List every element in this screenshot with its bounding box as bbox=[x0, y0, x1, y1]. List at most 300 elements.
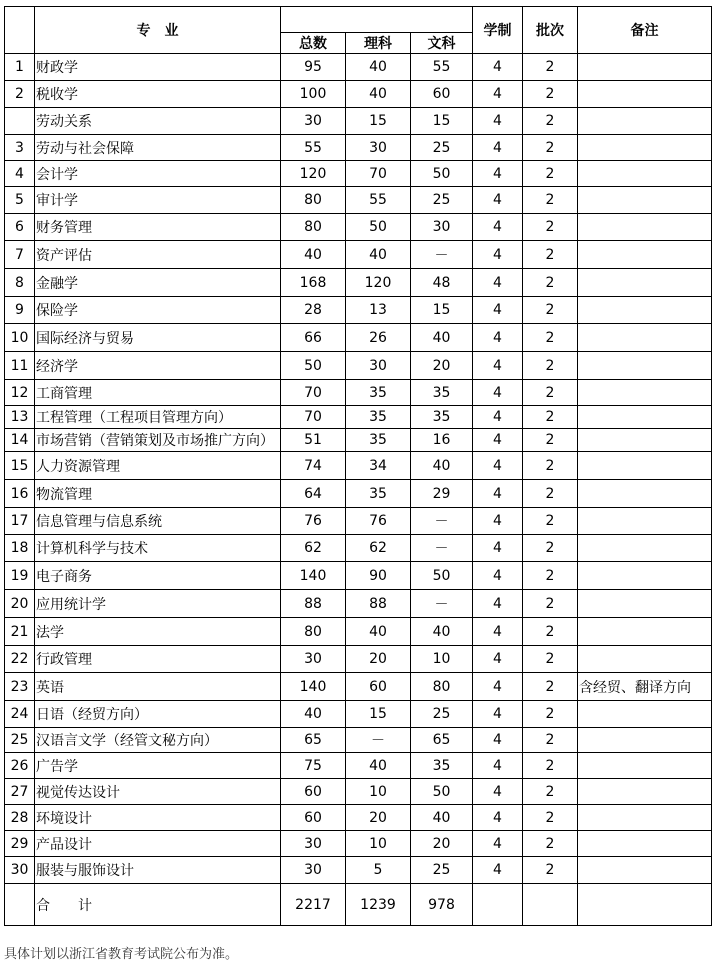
row-duration: 4 bbox=[473, 214, 523, 241]
row-science: 40 bbox=[346, 54, 411, 81]
table-row bbox=[5, 831, 712, 857]
row-batch: 2 bbox=[523, 673, 578, 701]
row-science: 20 bbox=[346, 805, 411, 831]
row-science: 40 bbox=[346, 241, 411, 269]
row-major: 税收学 bbox=[35, 81, 281, 108]
row-total: 75 bbox=[281, 753, 346, 779]
row-liberal: 15 bbox=[411, 297, 473, 324]
row-remark bbox=[578, 135, 712, 161]
row-total: 168 bbox=[281, 269, 346, 297]
row-remark bbox=[578, 535, 712, 562]
table-row bbox=[5, 108, 712, 135]
row-science: 35 bbox=[346, 429, 411, 452]
row-total: 66 bbox=[281, 324, 346, 352]
row-science: 40 bbox=[346, 753, 411, 779]
row-liberal: － bbox=[411, 590, 473, 618]
row-duration: 4 bbox=[473, 618, 523, 646]
row-major: 劳动关系 bbox=[35, 108, 281, 135]
row-batch: 2 bbox=[523, 187, 578, 214]
row-total: 55 bbox=[281, 135, 346, 161]
row-major: 工商管理 bbox=[35, 380, 281, 406]
row-liberal: 16 bbox=[411, 429, 473, 452]
row-science: 30 bbox=[346, 352, 411, 380]
row-liberal: 60 bbox=[411, 81, 473, 108]
row-major: 广告学 bbox=[35, 753, 281, 779]
row-remark bbox=[578, 590, 712, 618]
header-remark: 备注 bbox=[578, 7, 712, 54]
row-number: 17 bbox=[5, 508, 35, 535]
totals-label: 合 计 bbox=[35, 884, 281, 926]
row-remark bbox=[578, 324, 712, 352]
row-liberal: 30 bbox=[411, 214, 473, 241]
row-total: 30 bbox=[281, 831, 346, 857]
row-total: 70 bbox=[281, 406, 346, 429]
row-total: 30 bbox=[281, 857, 346, 884]
row-science: 60 bbox=[346, 673, 411, 701]
row-total: 50 bbox=[281, 352, 346, 380]
totals-remark bbox=[578, 884, 712, 926]
row-major: 产品设计 bbox=[35, 831, 281, 857]
row-major: 计算机科学与技术 bbox=[35, 535, 281, 562]
row-number: 13 bbox=[5, 406, 35, 429]
row-duration: 4 bbox=[473, 701, 523, 728]
totals-duration bbox=[473, 884, 523, 926]
row-major: 市场营销（营销策划及市场推广方向） bbox=[35, 429, 281, 452]
row-liberal: 25 bbox=[411, 701, 473, 728]
row-batch: 2 bbox=[523, 831, 578, 857]
row-liberal: 20 bbox=[411, 831, 473, 857]
row-remark bbox=[578, 480, 712, 508]
row-duration: 4 bbox=[473, 779, 523, 805]
row-major: 金融学 bbox=[35, 269, 281, 297]
row-liberal: 40 bbox=[411, 324, 473, 352]
row-liberal: 50 bbox=[411, 161, 473, 187]
row-remark bbox=[578, 214, 712, 241]
row-number: 10 bbox=[5, 324, 35, 352]
row-major: 行政管理 bbox=[35, 646, 281, 673]
row-total: 80 bbox=[281, 214, 346, 241]
row-major: 日语（经贸方向） bbox=[35, 701, 281, 728]
header-row bbox=[5, 7, 712, 33]
row-duration: 4 bbox=[473, 161, 523, 187]
row-batch: 2 bbox=[523, 81, 578, 108]
table-row bbox=[5, 857, 712, 884]
row-liberal: 48 bbox=[411, 269, 473, 297]
row-liberal: 40 bbox=[411, 618, 473, 646]
table-row bbox=[5, 779, 712, 805]
row-liberal: 65 bbox=[411, 728, 473, 753]
row-batch: 2 bbox=[523, 753, 578, 779]
row-liberal: － bbox=[411, 508, 473, 535]
row-number: 5 bbox=[5, 187, 35, 214]
row-liberal: － bbox=[411, 535, 473, 562]
row-major: 视觉传达设计 bbox=[35, 779, 281, 805]
row-major: 英语 bbox=[35, 673, 281, 701]
row-science: 40 bbox=[346, 81, 411, 108]
row-major: 信息管理与信息系统 bbox=[35, 508, 281, 535]
row-batch: 2 bbox=[523, 857, 578, 884]
row-remark bbox=[578, 701, 712, 728]
table-row bbox=[5, 161, 712, 187]
row-total: 88 bbox=[281, 590, 346, 618]
row-number: 28 bbox=[5, 805, 35, 831]
row-number: 25 bbox=[5, 728, 35, 753]
row-remark bbox=[578, 269, 712, 297]
row-science: 20 bbox=[346, 646, 411, 673]
row-remark bbox=[578, 728, 712, 753]
row-batch: 2 bbox=[523, 297, 578, 324]
row-major: 劳动与社会保障 bbox=[35, 135, 281, 161]
row-major: 保险学 bbox=[35, 297, 281, 324]
row-liberal: 10 bbox=[411, 646, 473, 673]
row-remark bbox=[578, 831, 712, 857]
row-number: 7 bbox=[5, 241, 35, 269]
row-liberal: 50 bbox=[411, 779, 473, 805]
row-liberal: 29 bbox=[411, 480, 473, 508]
row-remark bbox=[578, 241, 712, 269]
row-science: 15 bbox=[346, 701, 411, 728]
row-remark bbox=[578, 618, 712, 646]
row-number: 8 bbox=[5, 269, 35, 297]
row-number: 18 bbox=[5, 535, 35, 562]
table-row bbox=[5, 241, 712, 269]
row-duration: 4 bbox=[473, 54, 523, 81]
row-number: 1 bbox=[5, 54, 35, 81]
table-row bbox=[5, 753, 712, 779]
row-total: 60 bbox=[281, 805, 346, 831]
row-duration: 4 bbox=[473, 673, 523, 701]
table-row bbox=[5, 214, 712, 241]
row-batch: 2 bbox=[523, 380, 578, 406]
row-major: 会计学 bbox=[35, 161, 281, 187]
row-duration: 4 bbox=[473, 406, 523, 429]
row-batch: 2 bbox=[523, 324, 578, 352]
table-row bbox=[5, 728, 712, 753]
row-liberal: 35 bbox=[411, 406, 473, 429]
row-liberal: 35 bbox=[411, 753, 473, 779]
row-duration: 4 bbox=[473, 297, 523, 324]
row-major: 经济学 bbox=[35, 352, 281, 380]
row-number: 4 bbox=[5, 161, 35, 187]
row-duration: 4 bbox=[473, 108, 523, 135]
row-number: 27 bbox=[5, 779, 35, 805]
table-row bbox=[5, 54, 712, 81]
table-row bbox=[5, 297, 712, 324]
row-number: 21 bbox=[5, 618, 35, 646]
row-number: 19 bbox=[5, 562, 35, 590]
row-batch: 2 bbox=[523, 352, 578, 380]
row-duration: 4 bbox=[473, 269, 523, 297]
row-total: 64 bbox=[281, 480, 346, 508]
row-remark bbox=[578, 646, 712, 673]
row-liberal: 25 bbox=[411, 857, 473, 884]
row-batch: 2 bbox=[523, 728, 578, 753]
table-row bbox=[5, 187, 712, 214]
row-batch: 2 bbox=[523, 779, 578, 805]
row-number bbox=[5, 108, 35, 135]
enrollment-plan-table bbox=[4, 6, 712, 926]
row-number: 15 bbox=[5, 452, 35, 480]
row-batch: 2 bbox=[523, 701, 578, 728]
header-major: 专 业 bbox=[35, 7, 281, 54]
row-remark bbox=[578, 779, 712, 805]
row-science: 34 bbox=[346, 452, 411, 480]
row-remark bbox=[578, 406, 712, 429]
table-row bbox=[5, 590, 712, 618]
totals-row bbox=[5, 884, 712, 926]
row-duration: 4 bbox=[473, 480, 523, 508]
row-batch: 2 bbox=[523, 269, 578, 297]
row-major: 审计学 bbox=[35, 187, 281, 214]
row-total: 140 bbox=[281, 673, 346, 701]
table-row bbox=[5, 562, 712, 590]
row-science: 30 bbox=[346, 135, 411, 161]
row-duration: 4 bbox=[473, 646, 523, 673]
row-total: 40 bbox=[281, 701, 346, 728]
row-liberal: 40 bbox=[411, 452, 473, 480]
row-science: 5 bbox=[346, 857, 411, 884]
row-science: 35 bbox=[346, 380, 411, 406]
header-plan-group bbox=[281, 7, 473, 33]
row-number: 20 bbox=[5, 590, 35, 618]
row-batch: 2 bbox=[523, 646, 578, 673]
table-row bbox=[5, 135, 712, 161]
row-batch: 2 bbox=[523, 429, 578, 452]
row-total: 60 bbox=[281, 779, 346, 805]
row-batch: 2 bbox=[523, 618, 578, 646]
totals-science: 1239 bbox=[346, 884, 411, 926]
row-major: 物流管理 bbox=[35, 480, 281, 508]
row-duration: 4 bbox=[473, 380, 523, 406]
row-liberal: 50 bbox=[411, 562, 473, 590]
table-row bbox=[5, 805, 712, 831]
row-number: 23 bbox=[5, 673, 35, 701]
row-remark bbox=[578, 380, 712, 406]
row-remark bbox=[578, 452, 712, 480]
table-row bbox=[5, 480, 712, 508]
table-row bbox=[5, 352, 712, 380]
row-total: 62 bbox=[281, 535, 346, 562]
table-row bbox=[5, 324, 712, 352]
row-major: 资产评估 bbox=[35, 241, 281, 269]
table-row bbox=[5, 269, 712, 297]
row-total: 28 bbox=[281, 297, 346, 324]
row-science: 10 bbox=[346, 831, 411, 857]
row-remark bbox=[578, 108, 712, 135]
row-remark bbox=[578, 429, 712, 452]
row-number: 3 bbox=[5, 135, 35, 161]
row-liberal: 80 bbox=[411, 673, 473, 701]
footnote: 具体计划以浙江省教育考试院公布为准。 bbox=[4, 947, 239, 962]
row-science: 90 bbox=[346, 562, 411, 590]
row-remark bbox=[578, 81, 712, 108]
row-remark bbox=[578, 508, 712, 535]
header-science: 理科 bbox=[346, 33, 411, 54]
table-row bbox=[5, 646, 712, 673]
totals-batch bbox=[523, 884, 578, 926]
table-row bbox=[5, 508, 712, 535]
row-batch: 2 bbox=[523, 54, 578, 81]
row-science: 10 bbox=[346, 779, 411, 805]
row-remark bbox=[578, 352, 712, 380]
table-row bbox=[5, 429, 712, 452]
row-science: 76 bbox=[346, 508, 411, 535]
table-row bbox=[5, 673, 712, 701]
row-duration: 4 bbox=[473, 508, 523, 535]
header-total: 总数 bbox=[281, 33, 346, 54]
row-number: 11 bbox=[5, 352, 35, 380]
row-duration: 4 bbox=[473, 831, 523, 857]
row-batch: 2 bbox=[523, 562, 578, 590]
row-remark bbox=[578, 297, 712, 324]
row-batch: 2 bbox=[523, 590, 578, 618]
row-liberal: 20 bbox=[411, 352, 473, 380]
totals-liberal: 978 bbox=[411, 884, 473, 926]
row-batch: 2 bbox=[523, 805, 578, 831]
row-total: 70 bbox=[281, 380, 346, 406]
row-batch: 2 bbox=[523, 480, 578, 508]
row-science: 26 bbox=[346, 324, 411, 352]
row-duration: 4 bbox=[473, 429, 523, 452]
row-batch: 2 bbox=[523, 214, 578, 241]
header-liberal: 文科 bbox=[411, 33, 473, 54]
row-number: 12 bbox=[5, 380, 35, 406]
row-batch: 2 bbox=[523, 452, 578, 480]
header-no bbox=[5, 7, 35, 54]
row-total: 120 bbox=[281, 161, 346, 187]
row-number: 29 bbox=[5, 831, 35, 857]
row-batch: 2 bbox=[523, 508, 578, 535]
row-liberal: 35 bbox=[411, 380, 473, 406]
row-science: 55 bbox=[346, 187, 411, 214]
row-liberal: 15 bbox=[411, 108, 473, 135]
header-duration: 学制 bbox=[473, 7, 523, 54]
row-total: 140 bbox=[281, 562, 346, 590]
row-duration: 4 bbox=[473, 805, 523, 831]
row-duration: 4 bbox=[473, 857, 523, 884]
row-major: 财政学 bbox=[35, 54, 281, 81]
row-duration: 4 bbox=[473, 562, 523, 590]
row-duration: 4 bbox=[473, 590, 523, 618]
row-major: 应用统计学 bbox=[35, 590, 281, 618]
row-liberal: 25 bbox=[411, 187, 473, 214]
row-duration: 4 bbox=[473, 81, 523, 108]
row-batch: 2 bbox=[523, 108, 578, 135]
row-total: 76 bbox=[281, 508, 346, 535]
table-row bbox=[5, 618, 712, 646]
table-row bbox=[5, 81, 712, 108]
row-number: 26 bbox=[5, 753, 35, 779]
row-total: 30 bbox=[281, 108, 346, 135]
row-remark bbox=[578, 753, 712, 779]
row-remark bbox=[578, 562, 712, 590]
row-total: 80 bbox=[281, 618, 346, 646]
row-number: 2 bbox=[5, 81, 35, 108]
row-remark: 含经贸、翻译方向 bbox=[578, 673, 712, 701]
row-major: 国际经济与贸易 bbox=[35, 324, 281, 352]
row-batch: 2 bbox=[523, 135, 578, 161]
row-total: 40 bbox=[281, 241, 346, 269]
row-number: 6 bbox=[5, 214, 35, 241]
row-science: 13 bbox=[346, 297, 411, 324]
row-major: 财务管理 bbox=[35, 214, 281, 241]
row-number: 14 bbox=[5, 429, 35, 452]
row-science: 70 bbox=[346, 161, 411, 187]
row-number: 16 bbox=[5, 480, 35, 508]
row-liberal: － bbox=[411, 241, 473, 269]
row-science: － bbox=[346, 728, 411, 753]
table-row bbox=[5, 535, 712, 562]
row-major: 人力资源管理 bbox=[35, 452, 281, 480]
totals-total: 2217 bbox=[281, 884, 346, 926]
row-science: 15 bbox=[346, 108, 411, 135]
row-duration: 4 bbox=[473, 135, 523, 161]
row-duration: 4 bbox=[473, 753, 523, 779]
table-row bbox=[5, 701, 712, 728]
row-major: 法学 bbox=[35, 618, 281, 646]
row-duration: 4 bbox=[473, 324, 523, 352]
row-science: 50 bbox=[346, 214, 411, 241]
row-science: 35 bbox=[346, 406, 411, 429]
row-remark bbox=[578, 857, 712, 884]
totals-no bbox=[5, 884, 35, 926]
row-number: 9 bbox=[5, 297, 35, 324]
row-total: 51 bbox=[281, 429, 346, 452]
row-number: 30 bbox=[5, 857, 35, 884]
table-row bbox=[5, 380, 712, 406]
header-batch: 批次 bbox=[523, 7, 578, 54]
row-major: 服装与服饰设计 bbox=[35, 857, 281, 884]
row-duration: 4 bbox=[473, 187, 523, 214]
row-duration: 4 bbox=[473, 452, 523, 480]
row-science: 35 bbox=[346, 480, 411, 508]
row-total: 74 bbox=[281, 452, 346, 480]
row-remark bbox=[578, 187, 712, 214]
table-row bbox=[5, 406, 712, 429]
row-liberal: 40 bbox=[411, 805, 473, 831]
row-total: 80 bbox=[281, 187, 346, 214]
row-remark bbox=[578, 161, 712, 187]
row-major: 工程管理（工程项目管理方向） bbox=[35, 406, 281, 429]
row-number: 24 bbox=[5, 701, 35, 728]
row-duration: 4 bbox=[473, 241, 523, 269]
row-total: 100 bbox=[281, 81, 346, 108]
row-batch: 2 bbox=[523, 406, 578, 429]
row-remark bbox=[578, 54, 712, 81]
row-duration: 4 bbox=[473, 728, 523, 753]
row-total: 30 bbox=[281, 646, 346, 673]
row-liberal: 55 bbox=[411, 54, 473, 81]
row-major: 电子商务 bbox=[35, 562, 281, 590]
row-duration: 4 bbox=[473, 535, 523, 562]
row-science: 120 bbox=[346, 269, 411, 297]
row-batch: 2 bbox=[523, 241, 578, 269]
row-science: 40 bbox=[346, 618, 411, 646]
row-batch: 2 bbox=[523, 161, 578, 187]
row-major: 汉语言文学（经管文秘方向） bbox=[35, 728, 281, 753]
row-major: 环境设计 bbox=[35, 805, 281, 831]
row-duration: 4 bbox=[473, 352, 523, 380]
table-row bbox=[5, 452, 712, 480]
row-liberal: 25 bbox=[411, 135, 473, 161]
row-total: 65 bbox=[281, 728, 346, 753]
row-remark bbox=[578, 805, 712, 831]
row-total: 95 bbox=[281, 54, 346, 81]
row-science: 62 bbox=[346, 535, 411, 562]
row-batch: 2 bbox=[523, 535, 578, 562]
row-science: 88 bbox=[346, 590, 411, 618]
row-number: 22 bbox=[5, 646, 35, 673]
